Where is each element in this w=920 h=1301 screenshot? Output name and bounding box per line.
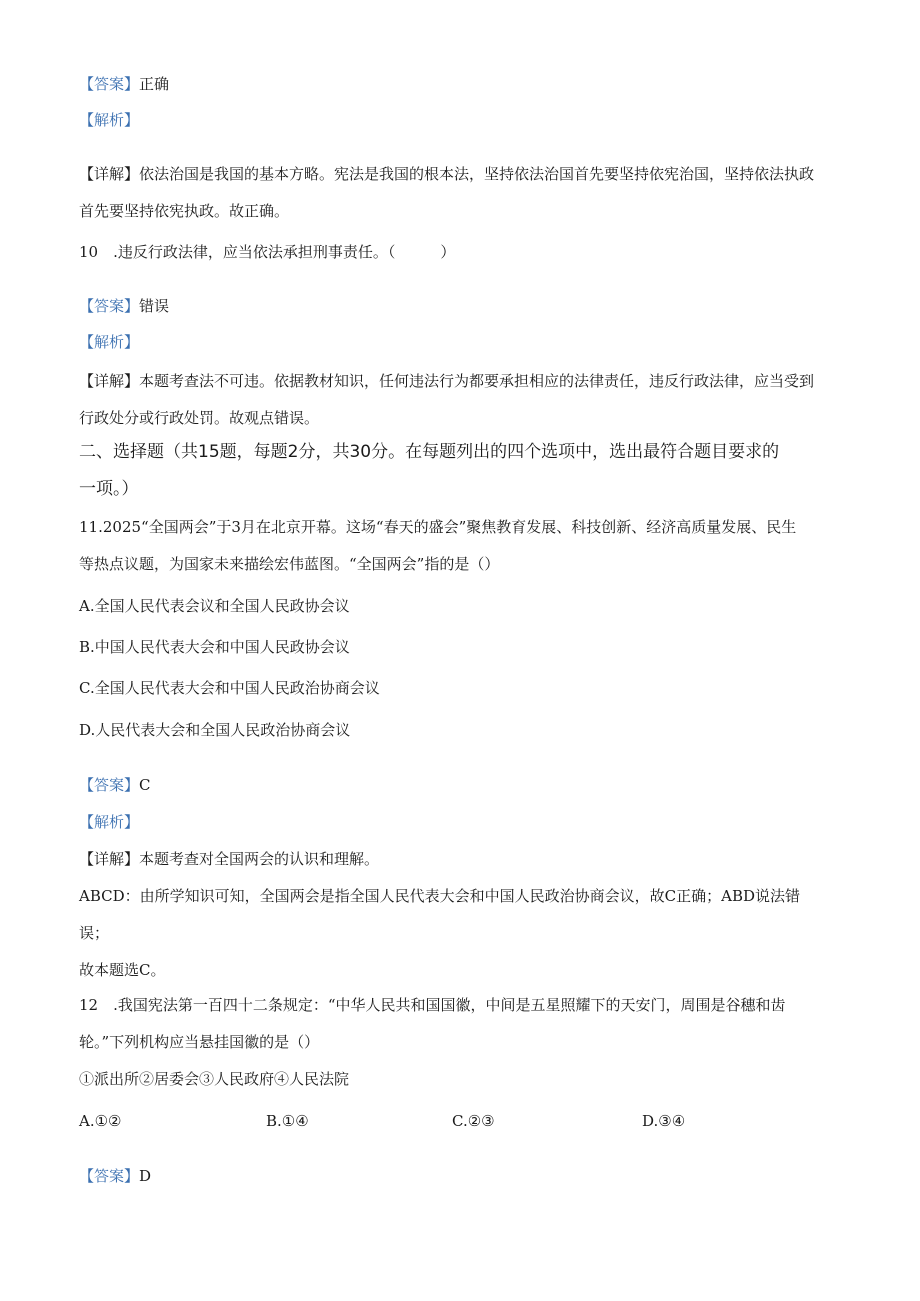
detail-row-10-line2: 行政处分或行政处罚。故观点错误。 (79, 409, 320, 427)
detail-row-10-line1 (79, 371, 814, 391)
detail-text: 本题考查对全国两会的认识和理解。 (139, 850, 380, 868)
detail-text: 依法治国是我国的基本方略。宪法是我国的根本法，坚持依法治国首先要坚持依宪治国，坚持依法执政 (139, 165, 815, 183)
detail-tag: 【详解】 (79, 165, 140, 183)
answer-value: 错误 (139, 297, 170, 315)
question-12-option-d: D.③④ (642, 1112, 686, 1130)
detail-tag: 【详解】 (79, 372, 140, 390)
detail-row-9-line1 (79, 164, 814, 184)
question-11-option-c: C.全国人民代表大会和中国人民政治协商会议 (79, 679, 380, 697)
question-11-option-b: B.中国人民代表大会和中国人民政协会议 (79, 638, 350, 656)
answer-tag: 【答案】 (79, 75, 140, 93)
question-12-option-b: B.①④ (266, 1112, 309, 1130)
question-12-line3: ①派出所②居委会③人民政府④人民法院 (79, 1070, 350, 1088)
analysis-row-11 (79, 812, 139, 832)
question-12-line1: 12 .我国宪法第一百四十二条规定：“中华人民共和国国徽，中间是五星照耀下的天安门，周围是谷穗和齿 (79, 996, 786, 1014)
section-heading-line2: 一项。） (79, 479, 139, 499)
detail-row-9-line2: 首先要坚持依宪执政。故正确。 (79, 202, 290, 220)
question-11-line2: 等热点议题，为国家未来描绘宏伟蓝图。“全国两会”指的是（） (79, 555, 500, 573)
analysis-tag: 【解析】 (79, 111, 140, 129)
analysis-tag: 【解析】 (79, 813, 140, 831)
section-heading-line1: 二、选择题（共15题，每题2分，共30分。在每题列出的四个选项中，选出最符合题目要求的 (79, 442, 780, 462)
answer-value: C (139, 776, 151, 794)
detail-row-11-line2: ABCD：由所学知识可知，全国两会是指全国人民代表大会和中国人民政治协商会议，故C正确；ABD说法错 (79, 887, 801, 905)
question-11-option-d: D.人民代表大会和全国人民政治协商会议 (79, 721, 351, 739)
question-12-line2: 轮。”下列机构应当悬挂国徽的是（） (79, 1033, 320, 1051)
analysis-row-10 (79, 332, 139, 352)
answer-tag: 【答案】 (79, 1167, 140, 1185)
answer-row-11 (79, 775, 151, 795)
question-12-option-c: C.②③ (452, 1112, 495, 1130)
detail-row-11-line4: 故本题选C。 (79, 961, 166, 979)
analysis-row-9 (79, 110, 139, 130)
answer-value: D (139, 1167, 152, 1185)
question-10: 10 .违反行政法律，应当依法承担刑事责任。（ ） (79, 243, 456, 261)
answer-tag: 【答案】 (79, 297, 140, 315)
analysis-tag: 【解析】 (79, 333, 140, 351)
question-11-option-a: A.全国人民代表会议和全国人民政协会议 (79, 597, 350, 615)
answer-tag: 【答案】 (79, 776, 140, 794)
question-11-line1: 11.2025“全国两会”于3月在北京开幕。这场“春天的盛会”聚焦教育发展、科技创新、经济高质量发展、民生 (79, 518, 797, 536)
answer-row-12 (79, 1166, 151, 1186)
answer-row-9 (79, 74, 169, 94)
question-12-option-a: A.①② (79, 1112, 122, 1130)
detail-tag: 【详解】 (79, 850, 140, 868)
detail-row-11-line1 (79, 849, 379, 869)
detail-text: 本题考查法不可违。依据教材知识，任何违法行为都要承担相应的法律责任，违反行政法律，应当受到 (139, 372, 815, 390)
answer-row-10 (79, 296, 169, 316)
answer-value: 正确 (139, 75, 170, 93)
detail-row-11-line3: 误； (79, 924, 110, 942)
